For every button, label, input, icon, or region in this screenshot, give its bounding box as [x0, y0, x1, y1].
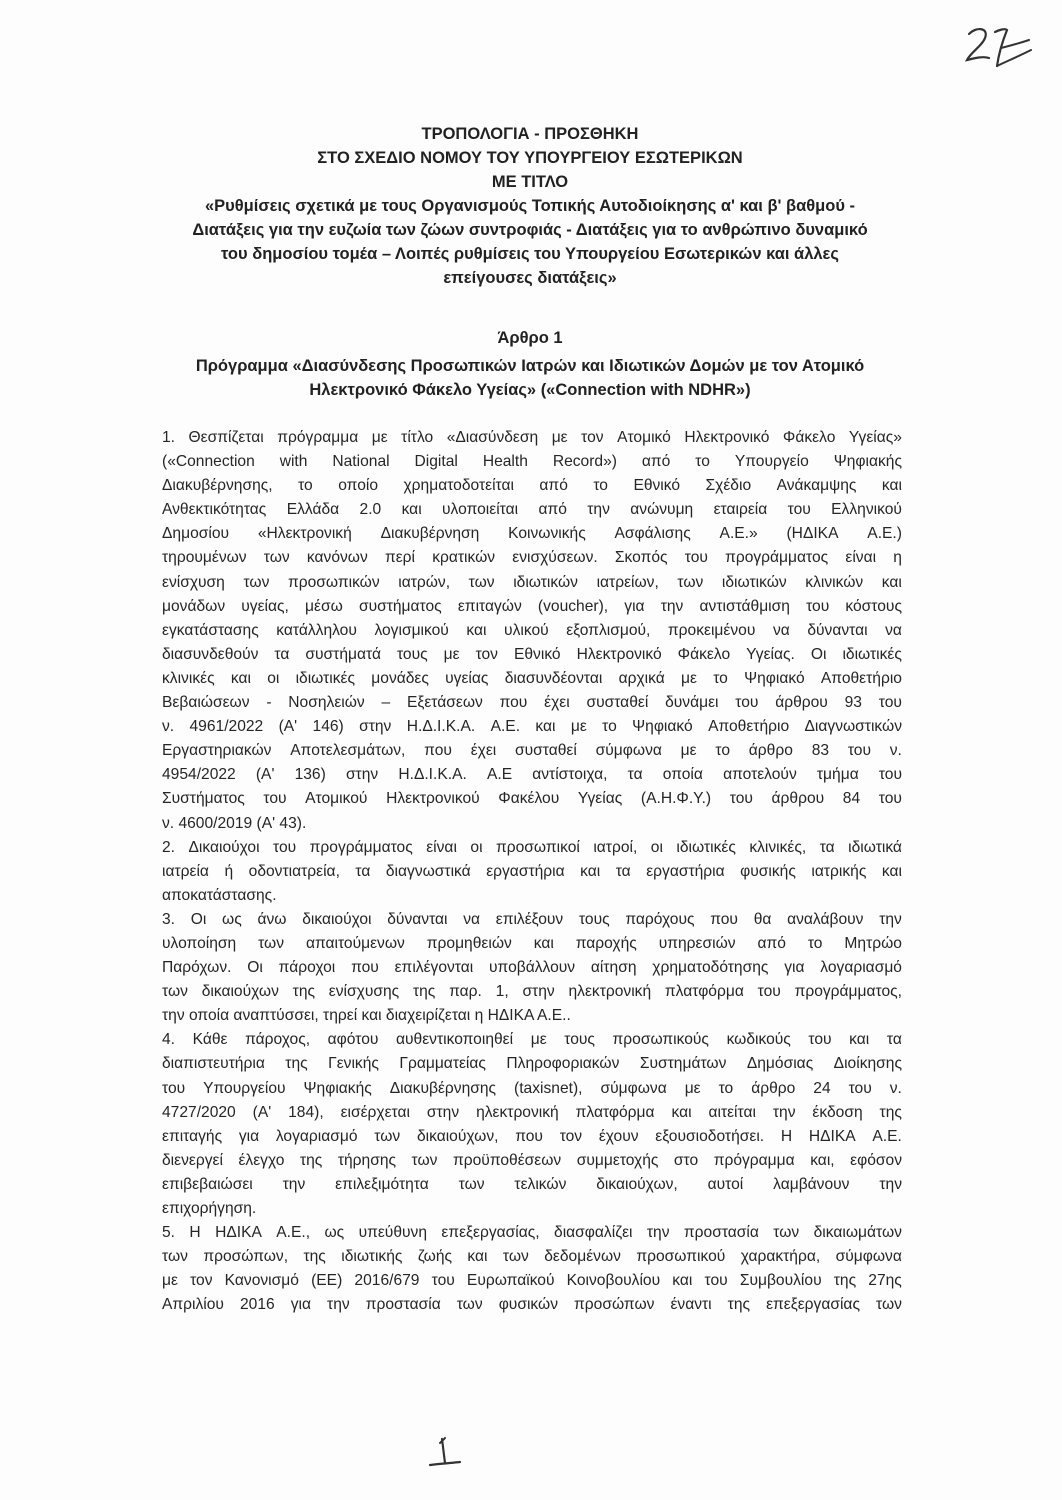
body-line: 4727/2020 (Α' 184), εισέρχεται στην ηλεκτρονική πλατφόρμα και αιτείται την έκδοση της	[162, 1103, 902, 1121]
body-line: 5. Η ΗΔΙΚΑ Α.Ε., ως υπεύθυνη επεξεργασίας, διασφαλίζει την προστασία των δικαιωμάτων	[162, 1224, 902, 1242]
body-line: διαπιστευτήρια της Γενικής Γραμματείας Πληροφοριακών Συστημάτων Δημόσιας Διοίκησης	[162, 1055, 902, 1073]
body-line: Διακυβέρνησης, το οποίο χρηματοδοτείται από το Εθνικό Σχέδιο Ανάκαμψης και	[162, 477, 902, 495]
body-line: Συστήματος του Ατομικού Ηλεκτρονικού Φακέλου Υγείας (Α.Η.Φ.Υ.) του άρθρου 84 του	[162, 790, 902, 808]
document-title	[150, 122, 910, 290]
body-line: των δικαιούχων της ενίσχυσης της παρ. 1, στην ηλεκτρονική πλατφόρμα του προγράμματος,	[162, 983, 902, 1001]
body-line: μονάδων υγείας, μέσω συστήματος επιταγών (voucher), για την αντιστάθμιση του κόστους	[162, 597, 902, 615]
article-heading	[130, 326, 930, 402]
body-line: του Υπουργείου Ψηφιακής Διακυβέρνησης (taxisnet), σύμφωνα με το άρθρο 24 του ν.	[162, 1079, 902, 1097]
body-line: 4. Κάθε πάροχος, αφότου αυθεντικοποιηθεί με τους προσωπικούς κωδικούς του και τα	[162, 1031, 902, 1049]
body-line: ιατρεία ή οδοντιατρεία, τα διαγνωστικά εργαστήρια και τα εργαστήρια φυσικής ιατρικής και	[162, 862, 902, 880]
body-line: ενίσχυση των προσωπικών ιατρών, των ιδιωτικών ιατρείων, των ιδιωτικών κλινικών και	[162, 573, 902, 591]
title-line: ΣΤΟ ΣΧΕΔΙΟ ΝΟΜΟΥ ΤΟΥ ΥΠΟΥΡΓΕΙΟΥ ΕΣΩΤΕΡΙΚΩΝ	[317, 149, 743, 167]
body-line: επιταγής για λογαριασμό των δικαιούχων, που τον έχουν εξουσιοδοτήσει. Η ΗΔΙΚΑ Α.Ε.	[162, 1127, 902, 1145]
title-line: ΜΕ ΤΙΤΛΟ	[491, 173, 569, 191]
body-line: των προσώπων, της ιδιωτικής ζωής και των δεδομένων προσωπικού χαρακτήρα, σύμφωνα	[162, 1248, 902, 1266]
title-line: επείγουσες διατάξεις»	[443, 269, 617, 287]
body-line: ν. 4600/2019 (Α' 43).	[162, 814, 307, 832]
body-line: με τον Κανονισμό (ΕΕ) 2016/679 του Ευρωπαϊκού Κοινοβουλίου και του Συμβουλίου της 27ης	[162, 1272, 902, 1290]
body-line: διασυνδεθούν τα συστήματά τους με τον Εθνικό Ηλεκτρονικό Φάκελο Υγείας. Οι ιδιωτικές	[162, 645, 902, 663]
article-title-line: Πρόγραμμα «Διασύνδεσης Προσωπικών Ιατρών και Ιδιωτικών Δομών με τον Ατομικό	[195, 357, 865, 375]
body-line: κλινικές και οι ιδιωτικές μονάδες υγείας διασυνδέονται αρχικά με το Ψηφιακό Αποθετήριο	[162, 669, 902, 687]
body-line: Δημοσίου «Ηλεκτρονική Διακυβέρνηση Κοινωνικής Ασφάλισης Α.Ε.» (ΗΔΙΚΑ Α.Ε.)	[162, 525, 902, 543]
body-line: Παρόχων. Οι πάροχοι που επιλέγονται υποβάλλουν αίτηση χρηματοδότησης για λογαριασμό	[162, 959, 902, 977]
title-line: «Ρυθμίσεις σχετικά με τους Οργανισμούς Τοπικής Αυτοδιοίκησης α' και β' βαθμού -	[204, 197, 856, 215]
article-number: Άρθρο 1	[497, 329, 563, 347]
body-line: υλοποίηση των απαιτούμενων προμηθειών και παροχής υπηρεσιών από το Μητρώο	[162, 934, 902, 952]
body-line: 1. Θεσπίζεται πρόγραμμα με τίτλο «Διασύνδεση με τον Ατομικό Ηλεκτρονικό Φάκελο Υγείας»	[162, 429, 902, 446]
body-line: διενεργεί έλεγχο της τήρησης των προϋποθέσεων συμμετοχής στο πρόγραμμα και, εφόσον	[162, 1151, 902, 1169]
body-line: αποκατάστασης.	[162, 886, 277, 904]
body-line: Εργαστηριακών Αποτελεσμάτων, που έχει συσταθεί σύμφωνα με το άρθρο 83 του ν.	[162, 742, 902, 760]
body-line: την οποία αναπτύσσει, τηρεί και διαχειρίζεται η ΗΔΙΚΑ Α.Ε..	[162, 1007, 571, 1025]
body-line: 4954/2022 (Α' 136) στην Η.Δ.Ι.Κ.Α. Α.Ε αντίστοιχα, τα οποία αποτελούν τμήμα του	[162, 766, 902, 784]
body-line: επιχορήγηση.	[162, 1200, 257, 1217]
body-line: 3. Οι ως άνω δικαιούχοι δύνανται να επιλέξουν τους παρόχους που θα αναλάβουν την	[162, 910, 902, 928]
body-line: ν. 4961/2022 (Α' 146) στην Η.Δ.Ι.Κ.Α. Α.Ε. και με το Ψηφιακό Αποθετήριο Διαγνωστικών	[162, 718, 902, 736]
handwritten-page-number	[424, 1435, 464, 1471]
body-line: Βεβαιώσεων - Νοσηλειών – Εξετάσεων που έχει συσταθεί δυνάμει του άρθρου 93 του	[162, 694, 902, 712]
title-line: Διατάξεις για την ευζωία των ζώων συντροφιάς - Διατάξεις για το ανθρώπινο δυναμικό	[192, 221, 868, 239]
article-body	[162, 426, 902, 1317]
article-title-line: Ηλεκτρονικό Φάκελο Υγείας» («Connection with NDHR»)	[309, 381, 751, 399]
body-line: Ανθεκτικότητας Ελλάδα 2.0 και υλοποιείται από την ανώνυμη εταιρεία του Ελληνικού	[162, 501, 902, 519]
body-line: τηρουμένων των κανόνων περί κρατικών ενισχύσεων. Σκοπός του προγράμματος είναι η	[162, 549, 902, 567]
handwritten-page-mark	[955, 18, 1035, 78]
body-line: Απριλίου 2016 για την προστασία των φυσικών προσώπων έναντι της επεξεργασίας των	[162, 1296, 902, 1314]
body-line: επιβεβαιώσει την επιλεξιμότητα των τελικών δικαιούχων, αυτοί λαμβάνουν την	[162, 1175, 902, 1193]
body-line: εγκατάστασης κατάλληλου λογισμικού και υλικού εξοπλισμού, προκειμένου να δύνανται να	[162, 621, 902, 639]
title-line: ΤΡΟΠΟΛΟΓΙΑ - ΠΡΟΣΘΗΚΗ	[421, 125, 639, 143]
body-line: 2. Δικαιούχοι του προγράμματος είναι οι προσωπικοί ιατροί, οι ιδιωτικές κλινικές, τα ιδιωτικά	[162, 838, 902, 856]
body-line: («Connection with National Digital Health Record») από το Υπουργείο Ψηφιακής	[162, 453, 902, 471]
title-line: του δημοσίου τομέα – Λοιπές ρυθμίσεις του Υπουργείου Εσωτερικών και άλλες	[221, 245, 839, 263]
